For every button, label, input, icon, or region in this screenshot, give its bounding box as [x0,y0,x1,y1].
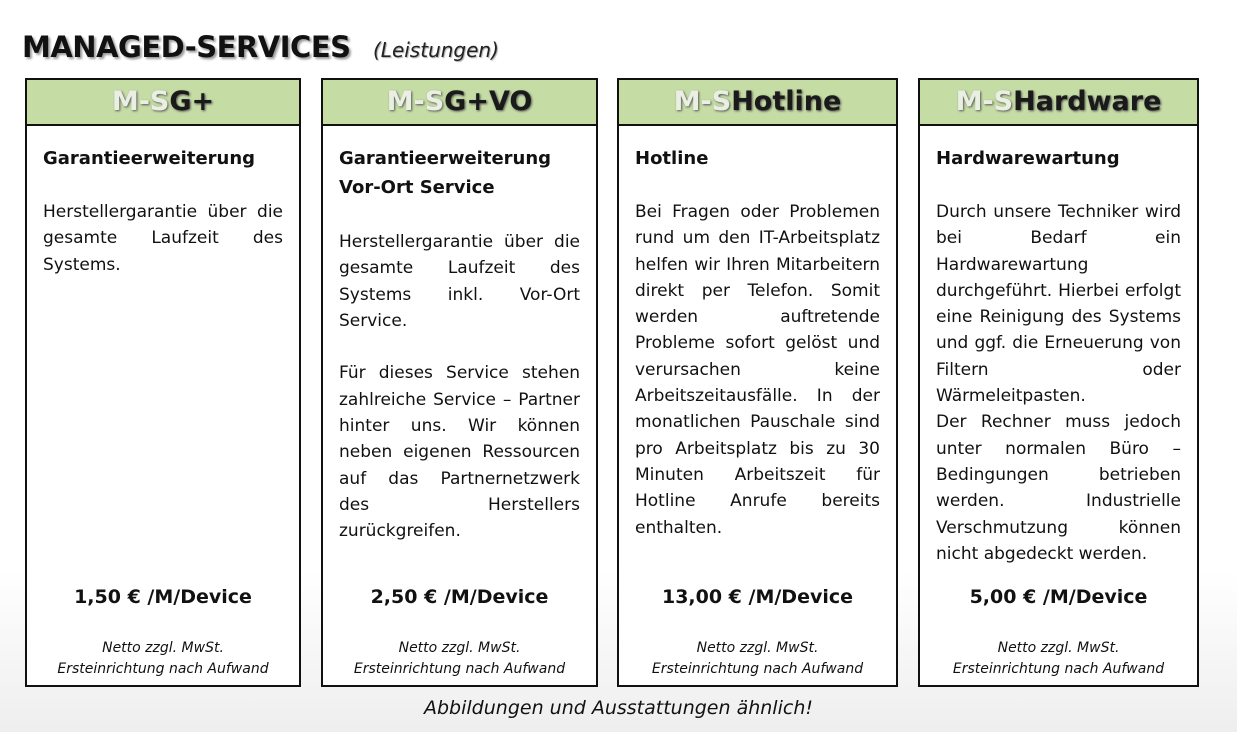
card-price: 2,50 € /M/Device [370,586,549,608]
card-header-suffix: Hardware [1013,86,1162,117]
card-description: Durch unsere Techniker wird bei Bedarf ein Hardwarewartung durchgeführt. Hierbei erfolgt eine Reinigung des Systems und ggf. die Erneuerung von Filtern oder Wärmeleitpasten. Der Rechner muss jedoch unter normalen Büro – Bedingungen betrieben werden. Industrielle Verschmutzung können nicht abgedeckt werden. [936,202,1181,564]
card-note-setup: Ersteinrichtung nach Aufwand [651,661,864,677]
card-price: 5,00 € /M/Device [969,586,1148,608]
card-note-setup: Ersteinrichtung nach Aufwand [57,661,269,677]
card-description: Bei Fragen oder Problemen rund um den IT-Arbeitsplatz helfen wir Ihren Mitarbeitern direkt per Telefon. Somit werden auftretende Probleme sofort gelöst und verursachen keine Arbeitszeitausfälle. In der monatlichen Pauschale sind pro Arbeitsplatz bis zu 30 Minuten Arbeitszeit für Hotline Anrufe bereits enthalten. [635,202,880,538]
card-body [323,126,596,685]
footer-note: Abbildungen und Ausstattungen ähnlich! [424,697,813,719]
card-header-suffix: G+VO [444,86,533,117]
card-header [619,80,896,126]
card-note [323,638,596,680]
card-header-prefix: M-S [386,86,445,117]
card-note [920,638,1197,680]
card-header-prefix: M-S [673,86,732,117]
card-note-setup: Ersteinrichtung nach Aufwand [353,661,566,677]
card-note-setup: Ersteinrichtung nach Aufwand [952,661,1165,677]
card-note-vat: Netto zzgl. MwSt. [696,640,819,656]
card-description: Herstellergarantie über die gesamte Laufzeit des Systems inkl. Vor-Ort Service. Für dieses Service stehen zahlreiche Service – Partner hinter uns. Wir können neben eigenen Ressourcen auf das Partnernetzwerk des Herstellers zurückgreifen. [339,232,580,542]
card-header-prefix: M-S [111,86,170,117]
service-card-g-plus-vo [321,78,598,687]
card-header [323,80,596,126]
card-price: 1,50 € /M/Device [74,586,252,608]
card-header-suffix: Hotline [731,86,842,117]
card-heading: Hardwarewartung [936,148,1120,169]
card-header [920,80,1197,126]
card-heading: Hotline [635,148,709,169]
card-heading: Garantieerweiterung [43,148,256,169]
card-note [619,638,896,680]
card-header-prefix: M-S [955,86,1014,117]
card-note-vat: Netto zzgl. MwSt. [102,640,224,656]
card-body [619,126,896,685]
service-card-hardware [918,78,1199,687]
card-description: Herstellergarantie über die gesamte Laufzeit des Systems. [43,202,283,275]
card-body [27,126,299,685]
page-title: MANAGED-SERVICES [22,30,351,64]
card-note [27,638,299,680]
card-note-vat: Netto zzgl. MwSt. [997,640,1120,656]
card-price: 13,00 € /M/Device [661,586,854,608]
card-header-suffix: G+ [169,86,215,117]
card-heading: Garantieerweiterung Vor-Ort Service [339,148,552,198]
card-header [27,80,299,126]
service-card-g-plus [25,78,301,687]
card-note-vat: Netto zzgl. MwSt. [398,640,521,656]
card-body [920,126,1197,685]
service-card-hotline [617,78,898,687]
page-subtitle: (Leistungen) [373,38,499,62]
